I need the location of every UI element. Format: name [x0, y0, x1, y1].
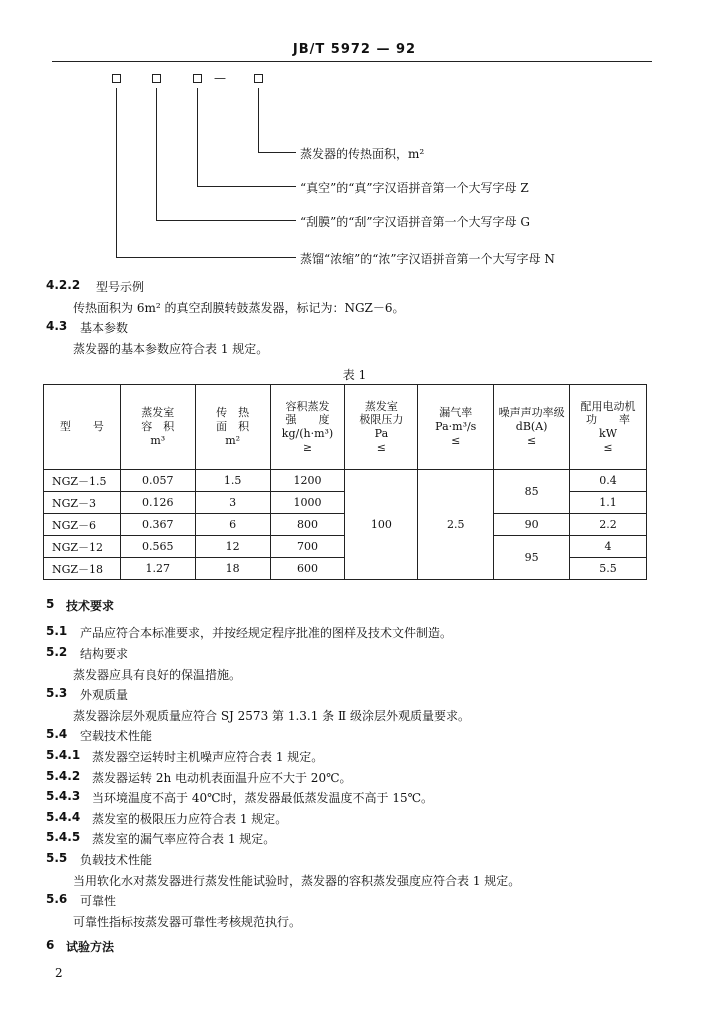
section-6-title: 试验方法: [66, 940, 115, 954]
section-4-2-2-title: 型号示例: [96, 280, 145, 294]
cell-intensity: 600: [270, 558, 345, 580]
leader-h-3: [197, 186, 296, 187]
diagram-label-area: 蒸发器的传热面积，m²: [300, 147, 425, 161]
cell-area: 18: [195, 558, 270, 580]
cell-noise-95: 95: [494, 536, 570, 580]
diagram-label-g: “刮膜”的“刮”字汉语拼音第一个大写字母 G: [300, 215, 530, 229]
cell-intensity: 700: [270, 536, 345, 558]
section-5-6-number: 5.6: [46, 892, 68, 906]
section-4-3-title: 基本参数: [80, 321, 129, 335]
cell-noise-90: 90: [494, 514, 570, 536]
header-leak-rate: 漏气率 Pa·m³/s ≤: [418, 385, 494, 470]
section-5-3-text: 蒸发器涂层外观质量应符合 SJ 2573 第 1.3.1 条 Ⅱ 级涂层外观质量要求。: [73, 709, 470, 723]
cell-volume: 0.367: [120, 514, 195, 536]
code-box-2: [152, 74, 161, 83]
table-row: [44, 470, 647, 492]
section-5-2-title: 结构要求: [80, 647, 129, 661]
cell-volume: 0.057: [120, 470, 195, 492]
section-5-4-number: 5.4: [46, 727, 68, 741]
diagram-label-z: “真空”的“真”字汉语拼音第一个大写字母 Z: [300, 181, 529, 195]
section-5-1-text: 产品应符合本标准要求，并按经规定程序批准的图样及技术文件制造。: [80, 626, 453, 640]
section-5-4-4-text: 蒸发室的极限压力应符合表 1 规定。: [92, 812, 288, 826]
cell-pressure: 100: [345, 470, 418, 580]
section-5-4-3-number: 5.4.3: [46, 789, 81, 803]
cell-intensity: 800: [270, 514, 345, 536]
cell-intensity: 1000: [270, 492, 345, 514]
cell-model: NGZ－6: [44, 514, 121, 536]
header-noise-level: 噪声声功率级 dB(A) ≤: [494, 385, 570, 470]
cell-area: 1.5: [195, 470, 270, 492]
section-5-4-1-text: 蒸发器空运转时主机噪声应符合表 1 规定。: [92, 750, 324, 764]
document-header: JB/T 5972 — 92: [292, 42, 417, 57]
header-model: 型 号: [44, 385, 121, 470]
section-5-4-5-text: 蒸发室的漏气率应符合表 1 规定。: [92, 832, 276, 846]
section-5-title: 技术要求: [66, 599, 115, 613]
page-number: 2: [55, 966, 63, 980]
section-5-number: 5: [46, 597, 55, 611]
cell-power: 1.1: [570, 492, 647, 514]
section-5-5-number: 5.5: [46, 851, 68, 865]
cell-intensity: 1200: [270, 470, 345, 492]
cell-volume: 1.27: [120, 558, 195, 580]
section-4-2-2-number: 4.2.2: [46, 278, 81, 292]
leader-h-2: [156, 220, 296, 221]
section-5-5-title: 负载技术性能: [80, 853, 153, 867]
cell-area: 6: [195, 514, 270, 536]
section-4-3-text: 蒸发器的基本参数应符合表 1 规定。: [73, 342, 269, 356]
section-5-4-title: 空载技术性能: [80, 729, 153, 743]
leader-h-1: [116, 257, 296, 258]
header-motor-power: 配用电动机 功 率 kW ≤: [570, 385, 647, 470]
cell-noise-85: 85: [494, 470, 570, 514]
leader-v-4: [258, 88, 259, 152]
parameter-table: [43, 384, 647, 580]
section-5-6-title: 可靠性: [80, 894, 117, 908]
table-header-row: [44, 385, 647, 470]
section-5-4-2-text: 蒸发器运转 2h 电动机表面温升应不大于 20℃。: [92, 771, 352, 785]
diagram-label-n: 蒸馏“浓缩”的“浓”字汉语拼音第一个大写字母 N: [300, 252, 555, 266]
cell-volume: 0.126: [120, 492, 195, 514]
header-evaporation-intensity: 容积蒸发 强 度 kg/(h·m³) ≥: [270, 385, 345, 470]
section-5-3-number: 5.3: [46, 686, 68, 700]
header-volume: 蒸发室 容 积 m³: [120, 385, 195, 470]
table-caption: 表 1: [342, 368, 367, 382]
section-5-4-3-text: 当环境温度不高于 40℃时，蒸发器最低蒸发温度不高于 15℃。: [92, 791, 434, 805]
section-5-5-text: 当用软化水对蒸发器进行蒸发性能试验时，蒸发器的容积蒸发强度应符合表 1 规定。: [73, 874, 521, 888]
section-5-2-number: 5.2: [46, 645, 68, 659]
cell-area: 3: [195, 492, 270, 514]
section-5-2-text: 蒸发器应具有良好的保温措施。: [73, 668, 242, 682]
section-4-3-number: 4.3: [46, 319, 68, 333]
leader-v-1: [116, 88, 117, 257]
cell-model: NGZ－18: [44, 558, 121, 580]
section-6-number: 6: [46, 938, 55, 952]
section-5-4-1-number: 5.4.1: [46, 748, 81, 762]
header-area: 传 热 面 积 m²: [195, 385, 270, 470]
cell-power: 5.5: [570, 558, 647, 580]
cell-power: 4: [570, 536, 647, 558]
section-5-3-title: 外观质量: [80, 688, 129, 702]
section-5-6-text: 可靠性指标按蒸发器可靠性考核规范执行。: [73, 915, 302, 929]
cell-leak-rate: 2.5: [418, 470, 494, 580]
code-dash: —: [214, 71, 226, 85]
leader-h-4: [258, 152, 296, 153]
section-5-4-2-number: 5.4.2: [46, 769, 81, 783]
cell-model: NGZ－1.5: [44, 470, 121, 492]
code-box-1: [112, 74, 121, 83]
code-box-3: [193, 74, 202, 83]
leader-v-3: [197, 88, 198, 186]
section-5-4-5-number: 5.4.5: [46, 830, 81, 844]
cell-power: 0.4: [570, 470, 647, 492]
cell-volume: 0.565: [120, 536, 195, 558]
cell-power: 2.2: [570, 514, 647, 536]
header-rule: [52, 61, 652, 62]
code-box-4: [254, 74, 263, 83]
leader-v-2: [156, 88, 157, 220]
section-5-1-number: 5.1: [46, 624, 68, 638]
cell-area: 12: [195, 536, 270, 558]
section-5-4-4-number: 5.4.4: [46, 810, 81, 824]
section-4-2-2-text: 传热面积为 6m² 的真空刮膜转鼓蒸发器，标记为：NGZ－6。: [73, 301, 405, 315]
cell-model: NGZ－12: [44, 536, 121, 558]
header-ultimate-pressure: 蒸发室 极限压力 Pa ≤: [345, 385, 418, 470]
cell-model: NGZ－3: [44, 492, 121, 514]
